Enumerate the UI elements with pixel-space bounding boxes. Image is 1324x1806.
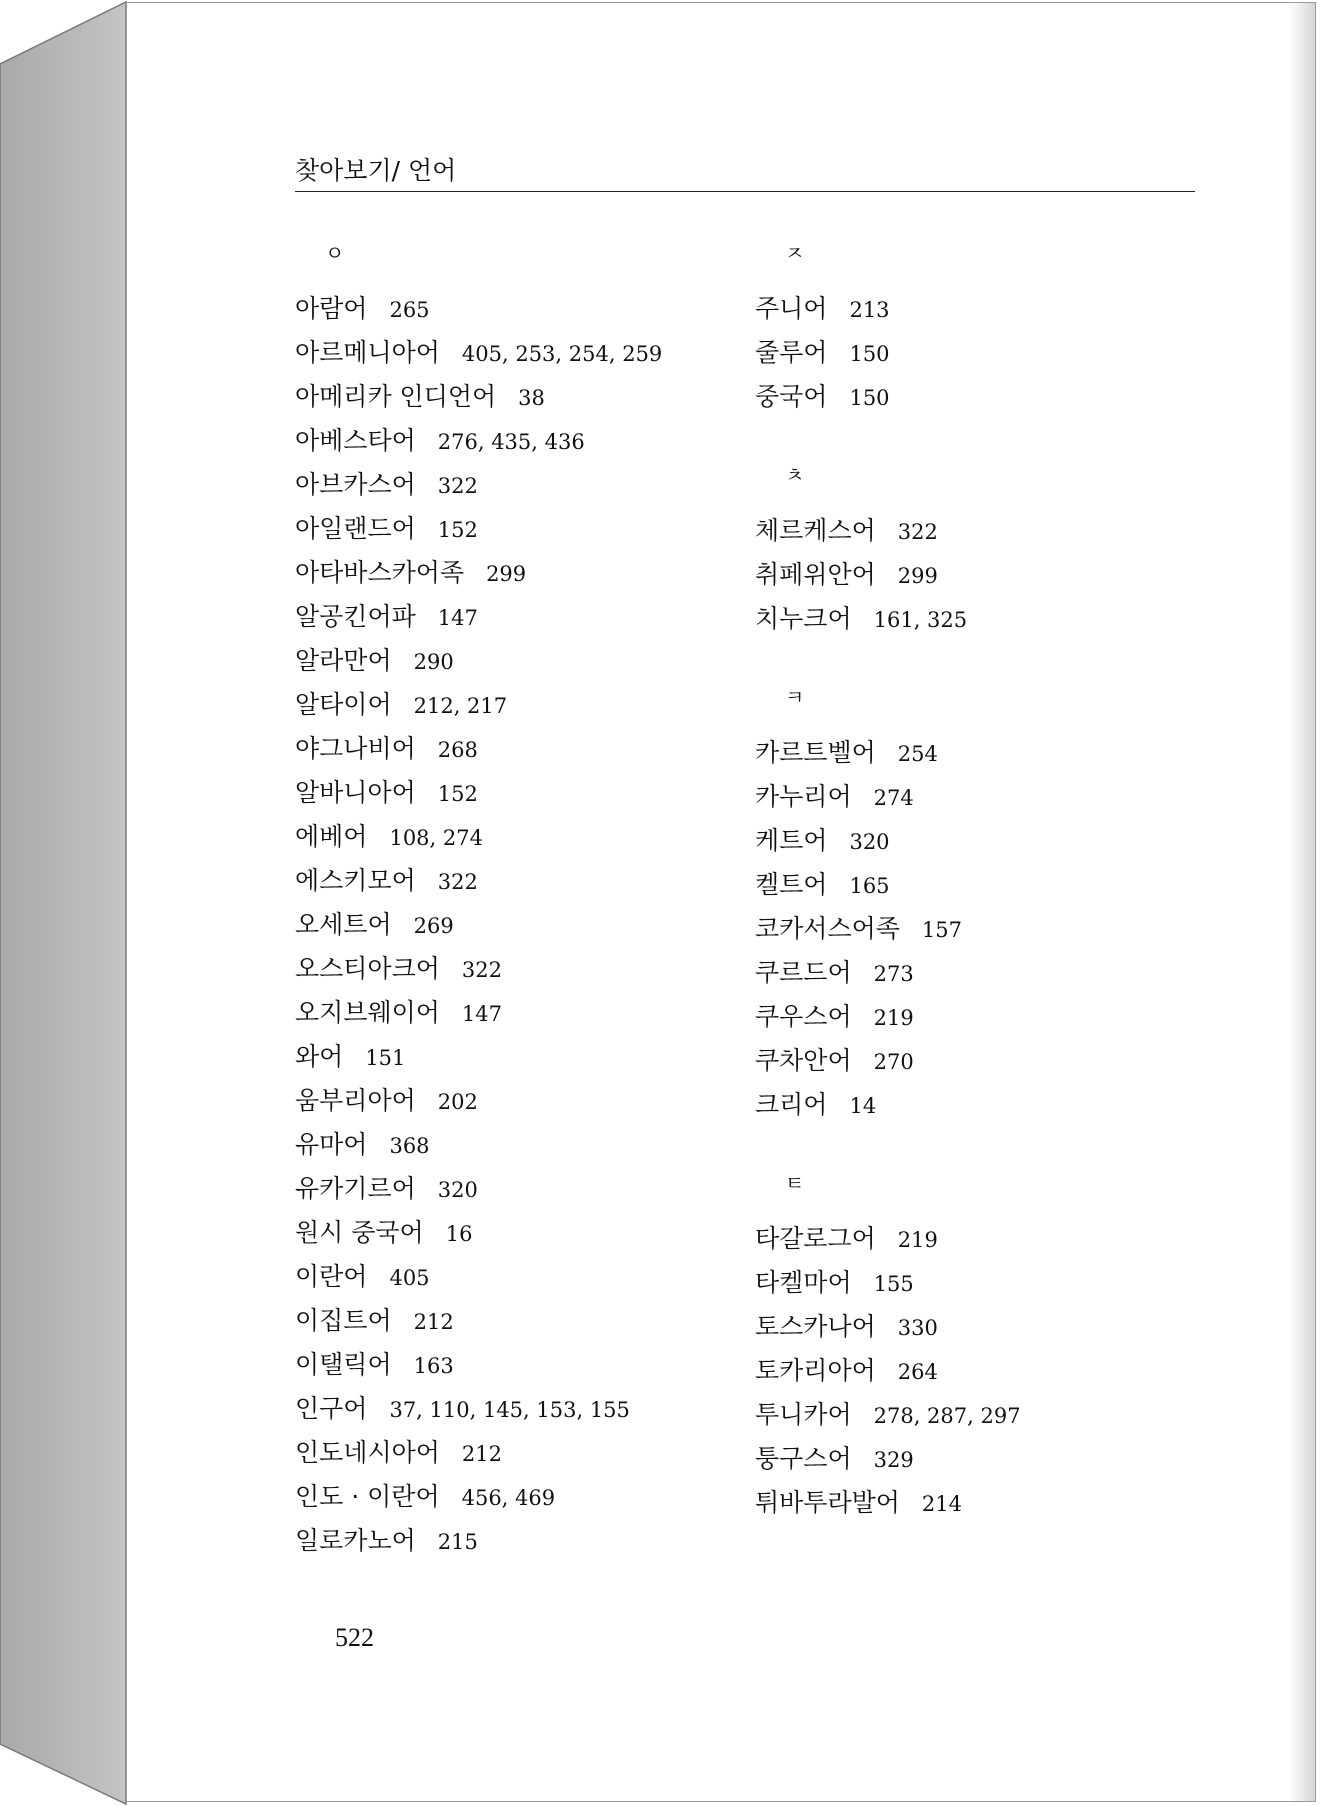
entry-term: 야그나비어 — [295, 734, 416, 763]
index-entry — [295, 991, 735, 1035]
entry-pages: 214 — [921, 1492, 962, 1516]
section-heading: ㅈ — [785, 241, 805, 265]
index-entry — [295, 551, 735, 595]
entry-term: 토카리아어 — [755, 1356, 876, 1385]
entry-pages: 456, 469 — [461, 1486, 556, 1510]
entry-pages: 329 — [873, 1448, 914, 1472]
entry-term: 타갈로그어 — [755, 1224, 876, 1253]
index-entry — [295, 1475, 735, 1519]
entry-term: 알타이어 — [295, 690, 392, 719]
index-entry — [295, 507, 735, 551]
index-entry — [295, 903, 735, 947]
index-entry — [755, 1217, 1195, 1261]
book-page — [126, 2, 1316, 1802]
index-entry — [755, 1437, 1195, 1481]
entry-list — [295, 287, 735, 1563]
entry-term: 에베어 — [295, 822, 368, 851]
entry-term: 이란어 — [295, 1262, 368, 1291]
index-entry — [755, 553, 1195, 597]
index-entry — [295, 1519, 735, 1563]
entry-pages: 276, 435, 436 — [437, 430, 585, 454]
index-entry — [755, 1261, 1195, 1305]
index-entry — [295, 727, 735, 771]
entry-term: 토스카나어 — [755, 1312, 876, 1341]
index-entry — [755, 1393, 1195, 1437]
index-entry — [295, 1431, 735, 1475]
index-entry — [295, 1387, 735, 1431]
page-edge-shadow — [1289, 3, 1315, 1801]
entry-pages: 165 — [849, 874, 890, 898]
index-column-left — [295, 233, 735, 1563]
entry-term: 켈트어 — [755, 870, 828, 899]
entry-pages: 330 — [897, 1316, 938, 1340]
entry-pages: 278, 287, 297 — [873, 1404, 1021, 1428]
entry-term: 카르트벨어 — [755, 738, 876, 767]
section-gap — [755, 641, 1195, 677]
section-list — [755, 233, 1195, 1525]
index-entry — [295, 947, 735, 991]
entry-term: 움부리아어 — [295, 1086, 416, 1115]
index-entry — [755, 597, 1195, 641]
entry-term: 쿠르드어 — [755, 958, 852, 987]
entry-pages: 299 — [897, 564, 938, 588]
entry-pages: 147 — [461, 1002, 502, 1026]
entry-term: 크리어 — [755, 1090, 828, 1119]
index-entry — [295, 419, 735, 463]
entry-term: 오지브웨이어 — [295, 998, 440, 1027]
entry-pages: 161, 325 — [873, 608, 968, 632]
section-heading: ㅊ — [785, 463, 805, 487]
index-entry — [755, 509, 1195, 553]
entry-pages: 269 — [413, 914, 454, 938]
entry-term: 주니어 — [755, 294, 828, 323]
index-entry — [755, 1083, 1195, 1127]
entry-pages: 16 — [445, 1222, 473, 1246]
entry-pages: 212, 217 — [413, 694, 508, 718]
entry-term: 아타바스카어족 — [295, 558, 465, 587]
entry-term: 타켈마어 — [755, 1268, 852, 1297]
index-entry — [295, 1211, 735, 1255]
index-column-right — [755, 233, 1195, 1525]
entry-term: 유카기르어 — [295, 1174, 416, 1203]
section-gap — [755, 1127, 1195, 1163]
entry-pages: 14 — [849, 1094, 877, 1118]
entry-pages: 405 — [389, 1266, 430, 1290]
entry-pages: 320 — [849, 830, 890, 854]
index-entry — [755, 1481, 1195, 1525]
entry-pages: 273 — [873, 962, 914, 986]
page-number: 522 — [335, 1623, 374, 1652]
index-entry — [295, 771, 735, 815]
entry-pages: 152 — [437, 518, 478, 542]
index-entry — [295, 331, 735, 375]
index-entry — [295, 683, 735, 727]
entry-term: 코카서스어족 — [755, 914, 900, 943]
entry-term: 에스키모어 — [295, 866, 416, 895]
index-entry — [755, 907, 1195, 951]
entry-term: 아일랜드어 — [295, 514, 416, 543]
entry-pages: 368 — [389, 1134, 430, 1158]
entry-pages: 212 — [413, 1310, 454, 1334]
entry-pages: 290 — [413, 650, 454, 674]
index-entry — [295, 287, 735, 331]
index-entry — [755, 819, 1195, 863]
index-entry — [295, 1167, 735, 1211]
entry-pages: 219 — [897, 1228, 938, 1252]
entry-pages: 155 — [873, 1272, 914, 1296]
index-entry — [755, 1349, 1195, 1393]
index-entry — [755, 331, 1195, 375]
entry-term: 쿠우스어 — [755, 1002, 852, 1031]
index-entry — [295, 1299, 735, 1343]
entry-term: 일로카노어 — [295, 1526, 416, 1555]
index-entry — [755, 863, 1195, 907]
index-entry — [755, 1039, 1195, 1083]
entry-pages: 299 — [486, 562, 527, 586]
index-entry — [295, 1343, 735, 1387]
entry-pages: 322 — [437, 870, 478, 894]
index-entry — [295, 1079, 735, 1123]
section-heading: ㅌ — [785, 1171, 805, 1195]
entry-term: 아브카스어 — [295, 470, 416, 499]
entry-pages: 152 — [437, 782, 478, 806]
index-entry — [295, 1035, 735, 1079]
entry-term: 줄루어 — [755, 338, 828, 367]
entry-pages: 322 — [897, 520, 938, 544]
entry-term: 알바니아어 — [295, 778, 416, 807]
entry-pages: 274 — [873, 786, 914, 810]
index-entry — [755, 951, 1195, 995]
index-entry — [295, 1123, 735, 1167]
index-entry — [755, 1305, 1195, 1349]
entry-term: 아베스타어 — [295, 426, 416, 455]
entry-pages: 254 — [897, 742, 938, 766]
entry-pages: 150 — [849, 386, 890, 410]
entry-term: 쿠차안어 — [755, 1046, 852, 1075]
entry-term: 중국어 — [755, 382, 828, 411]
entry-term: 원시 중국어 — [295, 1218, 424, 1247]
entry-pages: 213 — [849, 298, 890, 322]
entry-pages: 265 — [389, 298, 430, 322]
index-entry — [755, 775, 1195, 819]
entry-pages: 322 — [461, 958, 502, 982]
entry-term: 오스티아크어 — [295, 954, 440, 983]
section-heading: ㅇ — [325, 241, 345, 265]
entry-term: 튀바투라발어 — [755, 1488, 900, 1517]
entry-pages: 151 — [365, 1046, 406, 1070]
entry-pages: 270 — [873, 1050, 914, 1074]
section-heading: ㅋ — [785, 685, 805, 709]
entry-term: 유마어 — [295, 1130, 368, 1159]
index-entry — [295, 595, 735, 639]
entry-pages: 268 — [437, 738, 478, 762]
entry-pages: 163 — [413, 1354, 454, 1378]
entry-term: 카누리어 — [755, 782, 852, 811]
entry-pages: 405, 253, 254, 259 — [461, 342, 663, 366]
entry-term: 퉁구스어 — [755, 1444, 852, 1473]
page-title: 찾아보기/ 언어 — [295, 156, 457, 185]
index-entry — [755, 287, 1195, 331]
entry-term: 체르케스어 — [755, 516, 876, 545]
index-entry — [295, 375, 735, 419]
entry-pages: 108, 274 — [389, 826, 483, 850]
index-entry — [295, 1255, 735, 1299]
entry-term: 아메리카 인디언어 — [295, 382, 497, 411]
section-gap — [755, 419, 1195, 455]
entry-pages: 37, 110, 145, 153, 155 — [389, 1398, 630, 1422]
entry-pages: 322 — [437, 474, 478, 498]
index-entry — [755, 375, 1195, 419]
entry-pages: 38 — [518, 386, 545, 410]
entry-term: 취페위안어 — [755, 560, 876, 589]
entry-term: 와어 — [295, 1042, 344, 1071]
entry-term: 알라만어 — [295, 646, 392, 675]
entry-term: 투니카어 — [755, 1400, 852, 1429]
entry-pages: 219 — [873, 1006, 914, 1030]
entry-pages: 157 — [921, 918, 962, 942]
entry-term: 인구어 — [295, 1394, 368, 1423]
entry-term: 아르메니아어 — [295, 338, 440, 367]
entry-term: 이탤릭어 — [295, 1350, 392, 1379]
entry-term: 케트어 — [755, 826, 828, 855]
entry-pages: 147 — [437, 606, 478, 630]
entry-pages: 212 — [461, 1442, 502, 1466]
entry-term: 인도 · 이란어 — [295, 1482, 440, 1511]
entry-pages: 150 — [849, 342, 890, 366]
index-entry — [755, 731, 1195, 775]
index-entry — [295, 639, 735, 683]
entry-pages: 202 — [437, 1090, 478, 1114]
entry-term: 치누크어 — [755, 604, 852, 633]
index-entry — [295, 463, 735, 507]
entry-pages: 320 — [437, 1178, 478, 1202]
header-rule — [295, 191, 1195, 192]
entry-pages: 264 — [897, 1360, 938, 1384]
entry-term: 이집트어 — [295, 1306, 392, 1335]
entry-pages: 215 — [437, 1530, 478, 1554]
index-entry — [295, 815, 735, 859]
entry-term: 오세트어 — [295, 910, 392, 939]
entry-term: 인도네시아어 — [295, 1438, 440, 1467]
index-entry — [755, 995, 1195, 1039]
entry-term: 아람어 — [295, 294, 368, 323]
index-entry — [295, 859, 735, 903]
entry-term: 알공킨어파 — [295, 602, 416, 631]
